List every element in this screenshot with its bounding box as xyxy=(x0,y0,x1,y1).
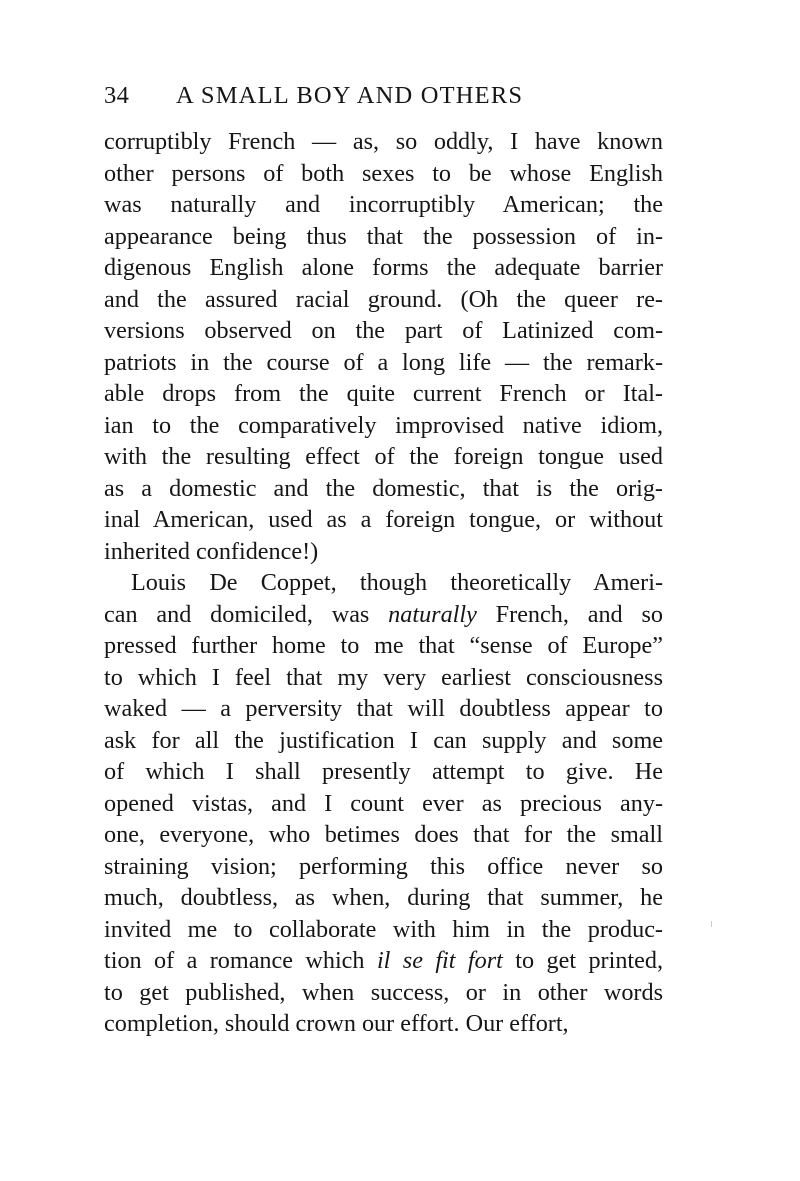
running-title: A SMALL BOY AND OTHERS xyxy=(176,82,524,109)
text-line xyxy=(104,599,663,631)
text-line xyxy=(104,725,663,757)
text-segment: French, and so xyxy=(476,600,663,628)
text-segment: was naturally and incorruptibly American; the xyxy=(104,191,663,218)
text-line xyxy=(104,788,663,820)
scan-speck xyxy=(711,921,712,927)
text-line xyxy=(104,378,663,410)
text-segment: patriots in the course of a long life — the remark- xyxy=(104,348,663,376)
text-segment: versions observed on the part of Latinized com- xyxy=(104,317,663,344)
text-line xyxy=(104,819,663,851)
text-segment: one, everyone, who betimes does that for the small xyxy=(104,821,663,848)
text-segment: straining vision; performing this office never so xyxy=(104,852,663,880)
text-line xyxy=(104,662,663,694)
text-segment: waked — a perversity that will doubtless appear to xyxy=(104,695,663,722)
text-line xyxy=(131,567,663,599)
text-segment: ian to the comparatively improvised native idiom, xyxy=(104,411,663,439)
text-segment: and the assured racial ground. (Oh the queer re- xyxy=(104,285,663,313)
text-segment: as a domestic and the domestic, that is the orig- xyxy=(104,474,663,502)
text-segment: invited me to collaborate with him in the produc- xyxy=(104,915,663,943)
text-segment: Louis De Coppet, though theoretically Ameri- xyxy=(131,569,663,596)
text-line xyxy=(104,252,663,284)
italic-text: naturally xyxy=(388,600,477,628)
text-line xyxy=(104,158,663,190)
text-line xyxy=(104,126,663,158)
text-line xyxy=(104,882,663,914)
page-number: 34 xyxy=(104,82,130,109)
text-segment: corruptibly French — as, so oddly, I have known xyxy=(104,128,663,155)
text-line xyxy=(104,504,663,536)
text-line xyxy=(104,284,663,316)
text-segment: ask for all the justification I can supply and some xyxy=(104,726,663,754)
text-segment: opened vistas, and I count ever as precious any- xyxy=(104,789,663,817)
text-segment: digenous English alone forms the adequate barrier xyxy=(104,254,663,281)
text-line xyxy=(104,536,663,568)
text-line xyxy=(104,1008,663,1040)
text-segment: inherited confidence!) xyxy=(104,537,319,565)
text-segment: tion of a romance which xyxy=(104,947,377,974)
text-line xyxy=(104,977,663,1009)
text-segment: can and domiciled, was xyxy=(104,600,389,628)
text-line xyxy=(104,756,663,788)
text-segment: to which I feel that my very earliest consciousness xyxy=(104,663,663,691)
running-head xyxy=(104,82,664,112)
text-segment: much, doubtless, as when, during that summer, he xyxy=(104,884,663,911)
text-line xyxy=(104,851,663,883)
text-line xyxy=(104,441,663,473)
text-segment: appearance being thus that the possession of in- xyxy=(104,222,663,250)
text-line xyxy=(104,315,663,347)
text-line xyxy=(104,189,663,221)
text-segment: able drops from the quite current French or Ital- xyxy=(104,380,663,407)
text-segment: of which I shall presently attempt to give. He xyxy=(104,758,663,785)
text-line xyxy=(104,473,663,505)
text-line xyxy=(104,347,663,379)
text-segment: pressed further home to me that “sense of Europe” xyxy=(104,632,663,659)
text-segment: completion, should crown our effort. Our effort, xyxy=(104,1010,569,1037)
italic-text: il se fit fort xyxy=(376,947,503,974)
text-segment: to get printed, xyxy=(502,947,664,974)
text-line xyxy=(104,693,663,725)
text-line xyxy=(104,630,663,662)
text-segment: inal American, used as a foreign tongue, or without xyxy=(104,506,663,533)
text-segment: other persons of both sexes to be whose English xyxy=(104,159,663,187)
text-segment: to get published, when success, or in other words xyxy=(104,978,663,1006)
text-segment: with the resulting effect of the foreign tongue used xyxy=(104,443,663,470)
text-line xyxy=(104,914,663,946)
text-line xyxy=(104,410,663,442)
text-line xyxy=(104,221,663,253)
text-line xyxy=(104,945,663,977)
